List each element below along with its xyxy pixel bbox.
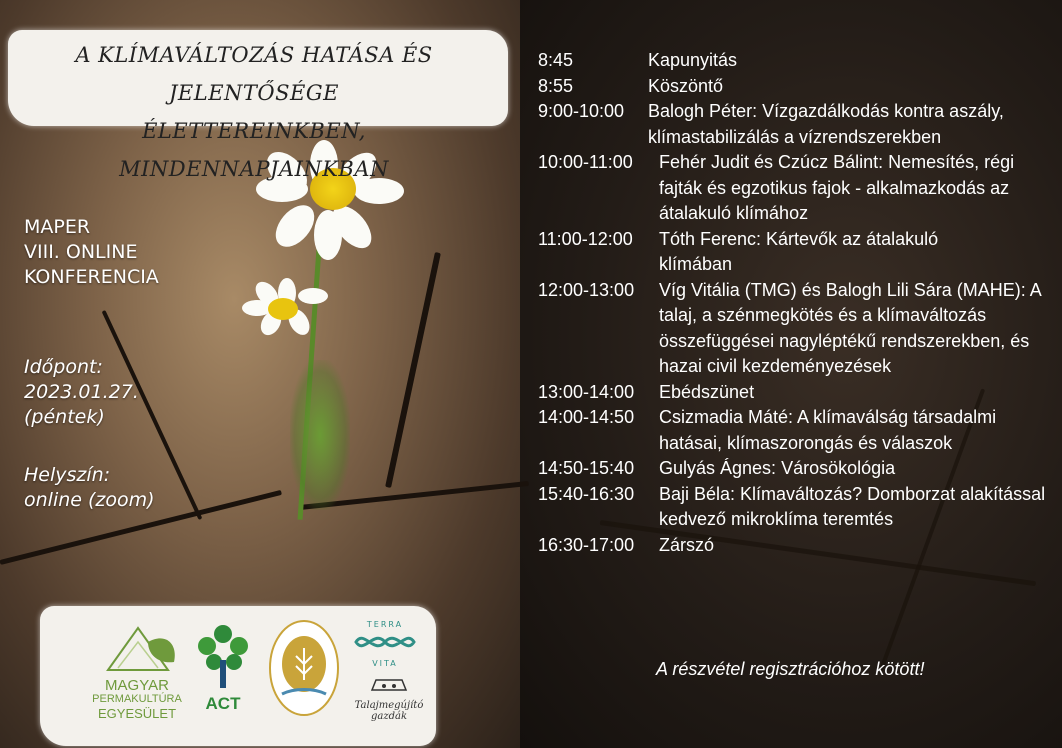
daisy-flower-image [230,130,430,530]
schedule-desc: Balogh Péter: Vízgazdálkodás kontra aszály, klímastabilizálás a vízrendszerekben [648,101,1004,147]
tree-icon [188,620,258,690]
event-date [24,355,139,430]
schedule-desc: Zárszó [659,534,715,555]
date-label: Időpont: [24,356,103,378]
schedule-row [538,150,1058,227]
schedule-row [538,380,1058,406]
schedule-desc: Fehér Judit és Czúcz Bálint: Nemesítés, régi fajták és egzotikus fajok - alkalmazkodás az átalakuló klímához [659,152,1015,223]
schedule [538,48,1058,558]
date-value: 2023.01.27. [24,381,139,403]
title-line-1: A KLÍMAVÁLTOZÁS HATÁSA ÉS JELENTŐSÉGE [75,43,433,105]
talajmegujito-logo: Talajmegújító gazdák [354,676,424,720]
schedule-time: 12:00-13:00 [538,279,635,300]
schedule-row [538,48,1058,74]
leaf-icon [88,622,186,674]
schedule-desc: Víg Vitália (TMG) és Balogh Lili Sára (MAHE): A talaj, a szénmegkötés és a klímaváltozás összefüggései nagyléptékű rendszerekben, és hazai civil kezdeményezések [659,279,1041,376]
schedule-row [538,99,1058,150]
act-logo: ACT [188,620,258,720]
venue-value: online (zoom) [24,489,155,511]
schedule-row [538,278,1058,380]
date-day: (péntek) [24,406,105,428]
registration-note: A részvétel regisztrációhoz kötött! [656,659,925,679]
schedule-desc: Ebédszünet [659,381,755,402]
schedule-desc: Kapunyitás [648,50,738,70]
agroecology-logo [268,618,340,718]
schedule-time: 13:00-14:00 [538,381,635,402]
schedule-row [538,227,1058,278]
cow-icon [354,676,424,696]
schedule-time: 8:45 [538,50,574,70]
schedule-desc: Gulyás Ágnes: Városökológia [659,458,896,478]
schedule-row [538,482,1058,533]
schedule-desc: Köszöntő [648,75,724,96]
schedule-row [538,405,1058,456]
schedule-time: 14:00-14:50 [538,407,635,427]
schedule-desc: Csizmadia Máté: A klímaválság társadalmi hatásai, klímaszorongás és válaszok [659,407,997,453]
page-title [14,36,494,188]
schedule-time: 11:00-12:00 [538,228,633,249]
schedule-time: 10:00-11:00 [538,152,633,172]
event-name: MAPER VIII. ONLINE KONFERENCIA [24,216,159,288]
terra-vita-logo: TERRA VITA [350,620,420,670]
schedule-row [538,456,1058,482]
schedule-row [538,74,1058,100]
schedule-desc: Tóth Ferenc: Kártevők az átalakuló klímában [659,228,939,274]
schedule-desc: Baji Béla: Klímaváltozás? Domborzat alakítással kedvező mikroklíma teremtés [659,483,1046,529]
knot-icon [350,629,420,655]
schedule-time: 15:40-16:30 [538,483,635,504]
schedule-time: 16:30-17:00 [538,534,635,555]
schedule-time: 14:50-15:40 [538,458,635,478]
maper-logo: MAGYAR PERMAKULTÚRA EGYESÜLET [88,622,186,722]
venue-label: Helyszín: [24,464,111,486]
wheat-icon [268,618,340,718]
schedule-time: 8:55 [538,75,574,96]
schedule-row [538,533,1058,559]
schedule-time: 9:00-10:00 [538,101,625,121]
event-venue [24,463,155,513]
title-line-2: ÉLETTEREINKBEN, MINDENNAPJAINKBAN [119,119,389,181]
